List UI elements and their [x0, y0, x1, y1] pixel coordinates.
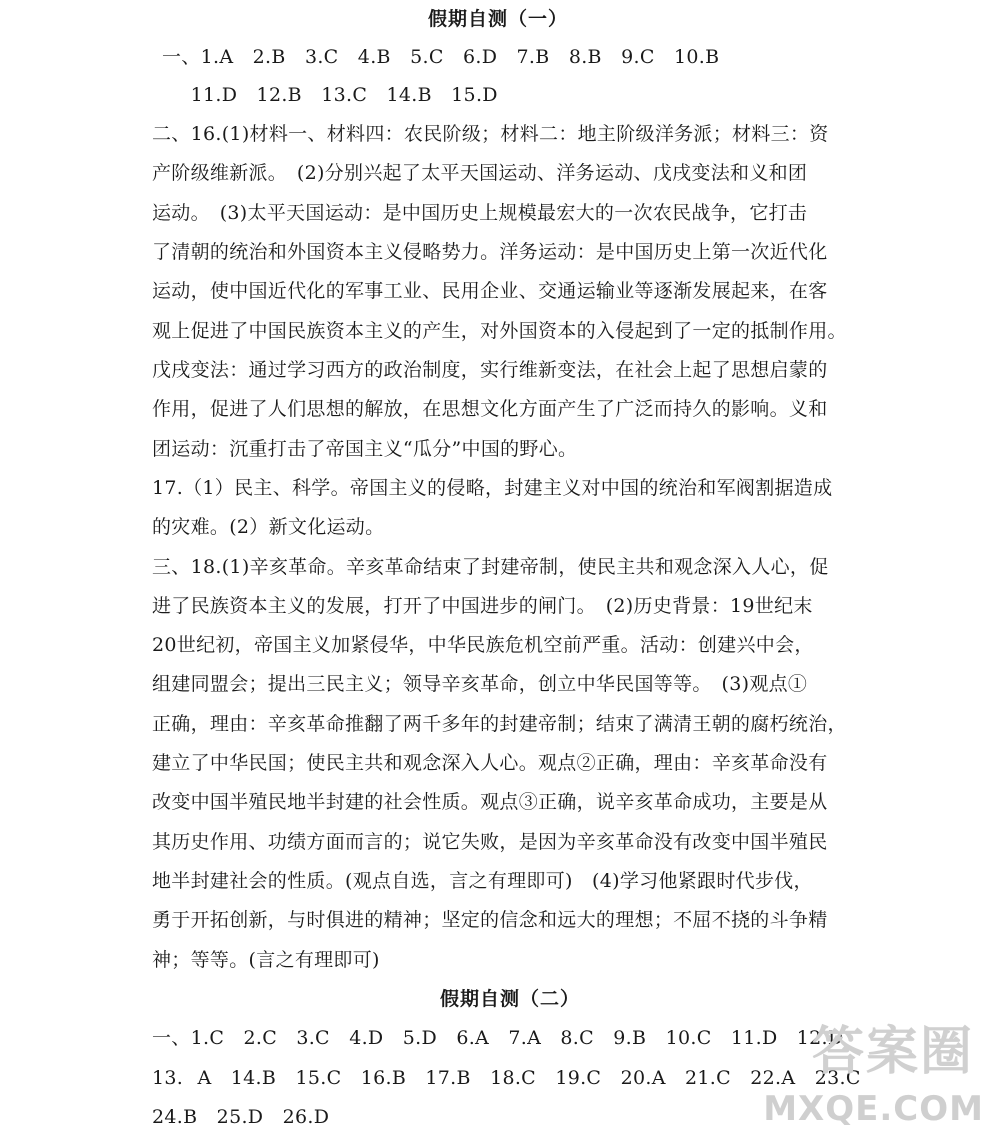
answer-line: 了清朝的统治和外国资本主义侵略势力。洋务运动：是中国历史上第一次近代化	[152, 241, 828, 263]
answer-line: 产阶级维新派。 (2)分别兴起了太平天国运动、洋务运动、戊戌变法和义和团	[152, 162, 808, 184]
answer-line: 进了民族资本主义的发展，打开了中国进步的闸门。 (2)历史背景：19世纪末	[152, 595, 813, 617]
answer-line: 作用，促进了人们思想的解放，在思想文化方面产生了广泛而持久的影响。义和	[152, 398, 828, 420]
answer-line: 勇于开拓创新，与时俱进的精神；坚定的信念和远大的理想；不屈不挠的斗争精	[152, 909, 828, 931]
answer-line: 改变中国半殖民地半封建的社会性质。观点③正确，说辛亥革命成功，主要是从	[152, 791, 828, 813]
answer-line: 11.D 12.B 13.C 14.B 15.D	[152, 84, 498, 106]
answer-line: 组建同盟会；提出三民主义；领导辛亥革命，创立中华民国等等。 (3)观点①	[152, 673, 808, 695]
answer-line: 17.（1）民主、科学。帝国主义的侵略，封建主义对中国的统治和军阀割据造成	[152, 477, 833, 499]
answer-line: 一、1.A 2.B 3.C 4.B 5.C 6.D 7.B 8.B 9.C 10.B	[162, 46, 720, 68]
answer-line: 地半封建社会的性质。(观点自选，言之有理即可) (4)学习他紧跟时代步伐，	[152, 870, 813, 892]
answer-line: 一、1.C 2.C 3.C 4.D 5.D 6.A 7.A 8.C 9.B 10.C 11.D 12.D	[152, 1027, 844, 1049]
watermark-domain: MXQE.COM	[763, 1089, 984, 1129]
answer-line: 戊戌变法：通过学习西方的政治制度，实行维新变法，在社会上起了思想启蒙的	[152, 359, 828, 381]
answer-line: 神；等等。(言之有理即可)	[152, 949, 380, 971]
answer-line: 正确，理由：辛亥革命推翻了两千多年的封建帝制；结束了满清王朝的腐朽统治，	[152, 713, 847, 735]
answer-line: 的灾难。(2）新文化运动。	[152, 516, 385, 538]
answer-line: 其历史作用、功绩方面而言的；说它失败，是因为辛亥革命没有改变中国半殖民	[152, 831, 828, 853]
answer-line: 24.B 25.D 26.D	[152, 1106, 330, 1128]
answer-line: 观上促进了中国民族资本主义的产生，对外国资本的入侵起到了一定的抵制作用。	[152, 320, 847, 342]
answer-line: 二、16.(1)材料一、材料四：农民阶级；材料二：地主阶级洋务派；材料三：资	[152, 123, 829, 145]
answer-line: 运动，使中国近代化的军事工业、民用企业、交通运输业等逐渐发展起来，在客	[152, 280, 828, 302]
answer-line: 团运动：沉重打击了帝国主义“瓜分”中国的野心。	[152, 438, 578, 460]
answer-line: 运动。 (3)太平天国运动：是中国历史上规模最宏大的一次农民战争，它打击	[152, 202, 808, 224]
section-title-self-test-2: 假期自测（二）	[440, 988, 581, 1010]
answer-line: 20世纪初，帝国主义加紧侵华，中华民族危机空前严重。活动：创建兴中会，	[152, 634, 814, 656]
answer-line: 三、18.(1)辛亥革命。辛亥革命结束了封建帝制，使民主共和观念深入人心，促	[152, 556, 829, 578]
answer-line: 13. A 14.B 15.C 16.B 17.B 18.C 19.C 20.A 21.C 22.A 23.C	[152, 1067, 861, 1089]
answer-line: 建立了中华民国；使民主共和观念深入人心。观点②正确，理由：辛亥革命没有	[152, 752, 828, 774]
section-title-self-test-1: 假期自测（一）	[428, 8, 569, 30]
watermark-logo-text: 答案圈	[811, 1022, 974, 1082]
